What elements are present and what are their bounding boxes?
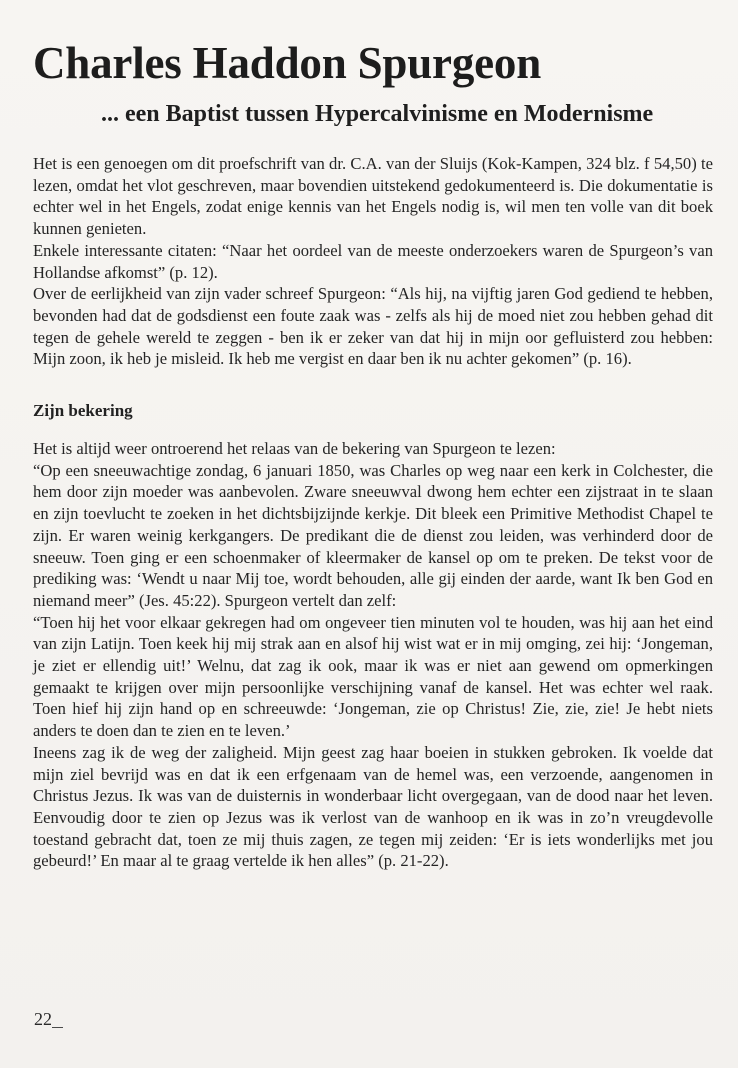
intro-paragraph-2: Enkele interessante citaten: “Naar het oordeel van de meeste onderzoekers waren de Spurgeon’s van Hollandse afkomst” (p. 12). bbox=[33, 240, 713, 282]
section-paragraph-1: Het is altijd weer ontroerend het relaas van de bekering van Spurgeon te lezen: bbox=[33, 439, 556, 459]
intro-paragraph-1: Het is een genoegen om dit proefschrift van dr. C.A. van der Sluijs (Kok-Kampen, 324 blz. f 54,50) te lezen, omdat het vlot geschreven, maar bovendien uitstekend gedokumenteerd is. Die dokumentatie is echter wel in het Engels, zodat enige kennis van het Engels nodig is, wil men ten volle van dit boek kunnen genieten. bbox=[33, 154, 713, 239]
page-number: 22 bbox=[34, 1009, 52, 1029]
article-body bbox=[33, 153, 713, 872]
page-number-underline bbox=[52, 1027, 63, 1028]
section-paragraph-3: “Toen hij het voor elkaar gekregen had om ongeveer tien minuten vol te houden, was hij aan het eind van zijn Latijn. Toen keek hij mij strak aan en alsof hij wist wat er in mij omging, zei hij: ‘Jongeman, je ziet er ellendig uit!’ Welnu, dat zag ik ook, maar ik was er niet aan gewend om opmerkingen gemaakt te krijgen over mijn persoonlijke verschijning vanaf de kansel. Het was echter wel raak. Toen hief hij zijn hand op en schreeuwde: ‘Jongeman, zie op Christus! Zie, zie, zie! Je hebt niets anders te doen dan te zien en te leven.’ bbox=[33, 612, 713, 741]
page-subtitle: ... een Baptist tussen Hypercalvinisme en Modernisme bbox=[101, 101, 654, 127]
section-heading: Zijn bekering bbox=[33, 401, 133, 421]
section-paragraph-4: Ineens zag ik de weg der zaligheid. Mijn geest zag haar boeien in stukken gebroken. Ik voelde dat mijn ziel bevrijd was en dat ik een erfgenaam van de hemel was, een verzoende, aangenomen in Christus Jezus. Ik was van de duisternis in wonderbaar licht overgegaan, van de dood naar het leven. Eenvoudig door te zien op Jezus was ik verlost van de wanhoop en ik was in zo’n vreugdevolle toestand gebracht dat, toen ze mij thuis zagen, ze tegen mij zeiden: ‘Er is iets wonderlijks met jou gebeurd!’ En maar al te graag vertelde ik hen alles” (p. 21-22). bbox=[33, 742, 713, 871]
section-paragraph-2: “Op een sneeuwachtige zondag, 6 januari 1850, was Charles op weg naar een kerk in Colchester, die hem door zijn moeder was aanbevolen. Zware sneeuwval dwong hem echter een zijstraat in te slaan en zijn toevlucht te zoeken in het dichtsbijzijnde kerkje. Dit bleek een Primitive Methodist Chapel te zijn. Er waren weinig kerkgangers. De predikant die de dienst zou leiden, was verhinderd door de sneeuw. Toen ging er een schoenmaker of kleermaker de kansel op om te preken. De tekst voor de prediking was: ‘Wendt u naar Mij toe, wordt behouden, alle gij einden der aarde, want Ik ben God en niemand meer” (Jes. 45:22). Spurgeon vertelt dan zelf: bbox=[33, 460, 713, 610]
page-title: Charles Haddon Spurgeon bbox=[33, 38, 542, 88]
intro-paragraph-3: Over de eerlijkheid van zijn vader schreef Spurgeon: “Als hij, na vijftig jaren God gediend te hebben, bevonden had dat de godsdienst een foute zaak was - zelfs als hij de moed niet zou hebben gehad dit tegen de gehele wereld te zeggen - ben ik er zeker van dat hij in mijn oor gefluisterd zou hebben: Mijn zoon, ik heb je misleid. Ik heb me vergist en daar ben ik nu achter gekomen” (p. 16). bbox=[33, 284, 713, 369]
